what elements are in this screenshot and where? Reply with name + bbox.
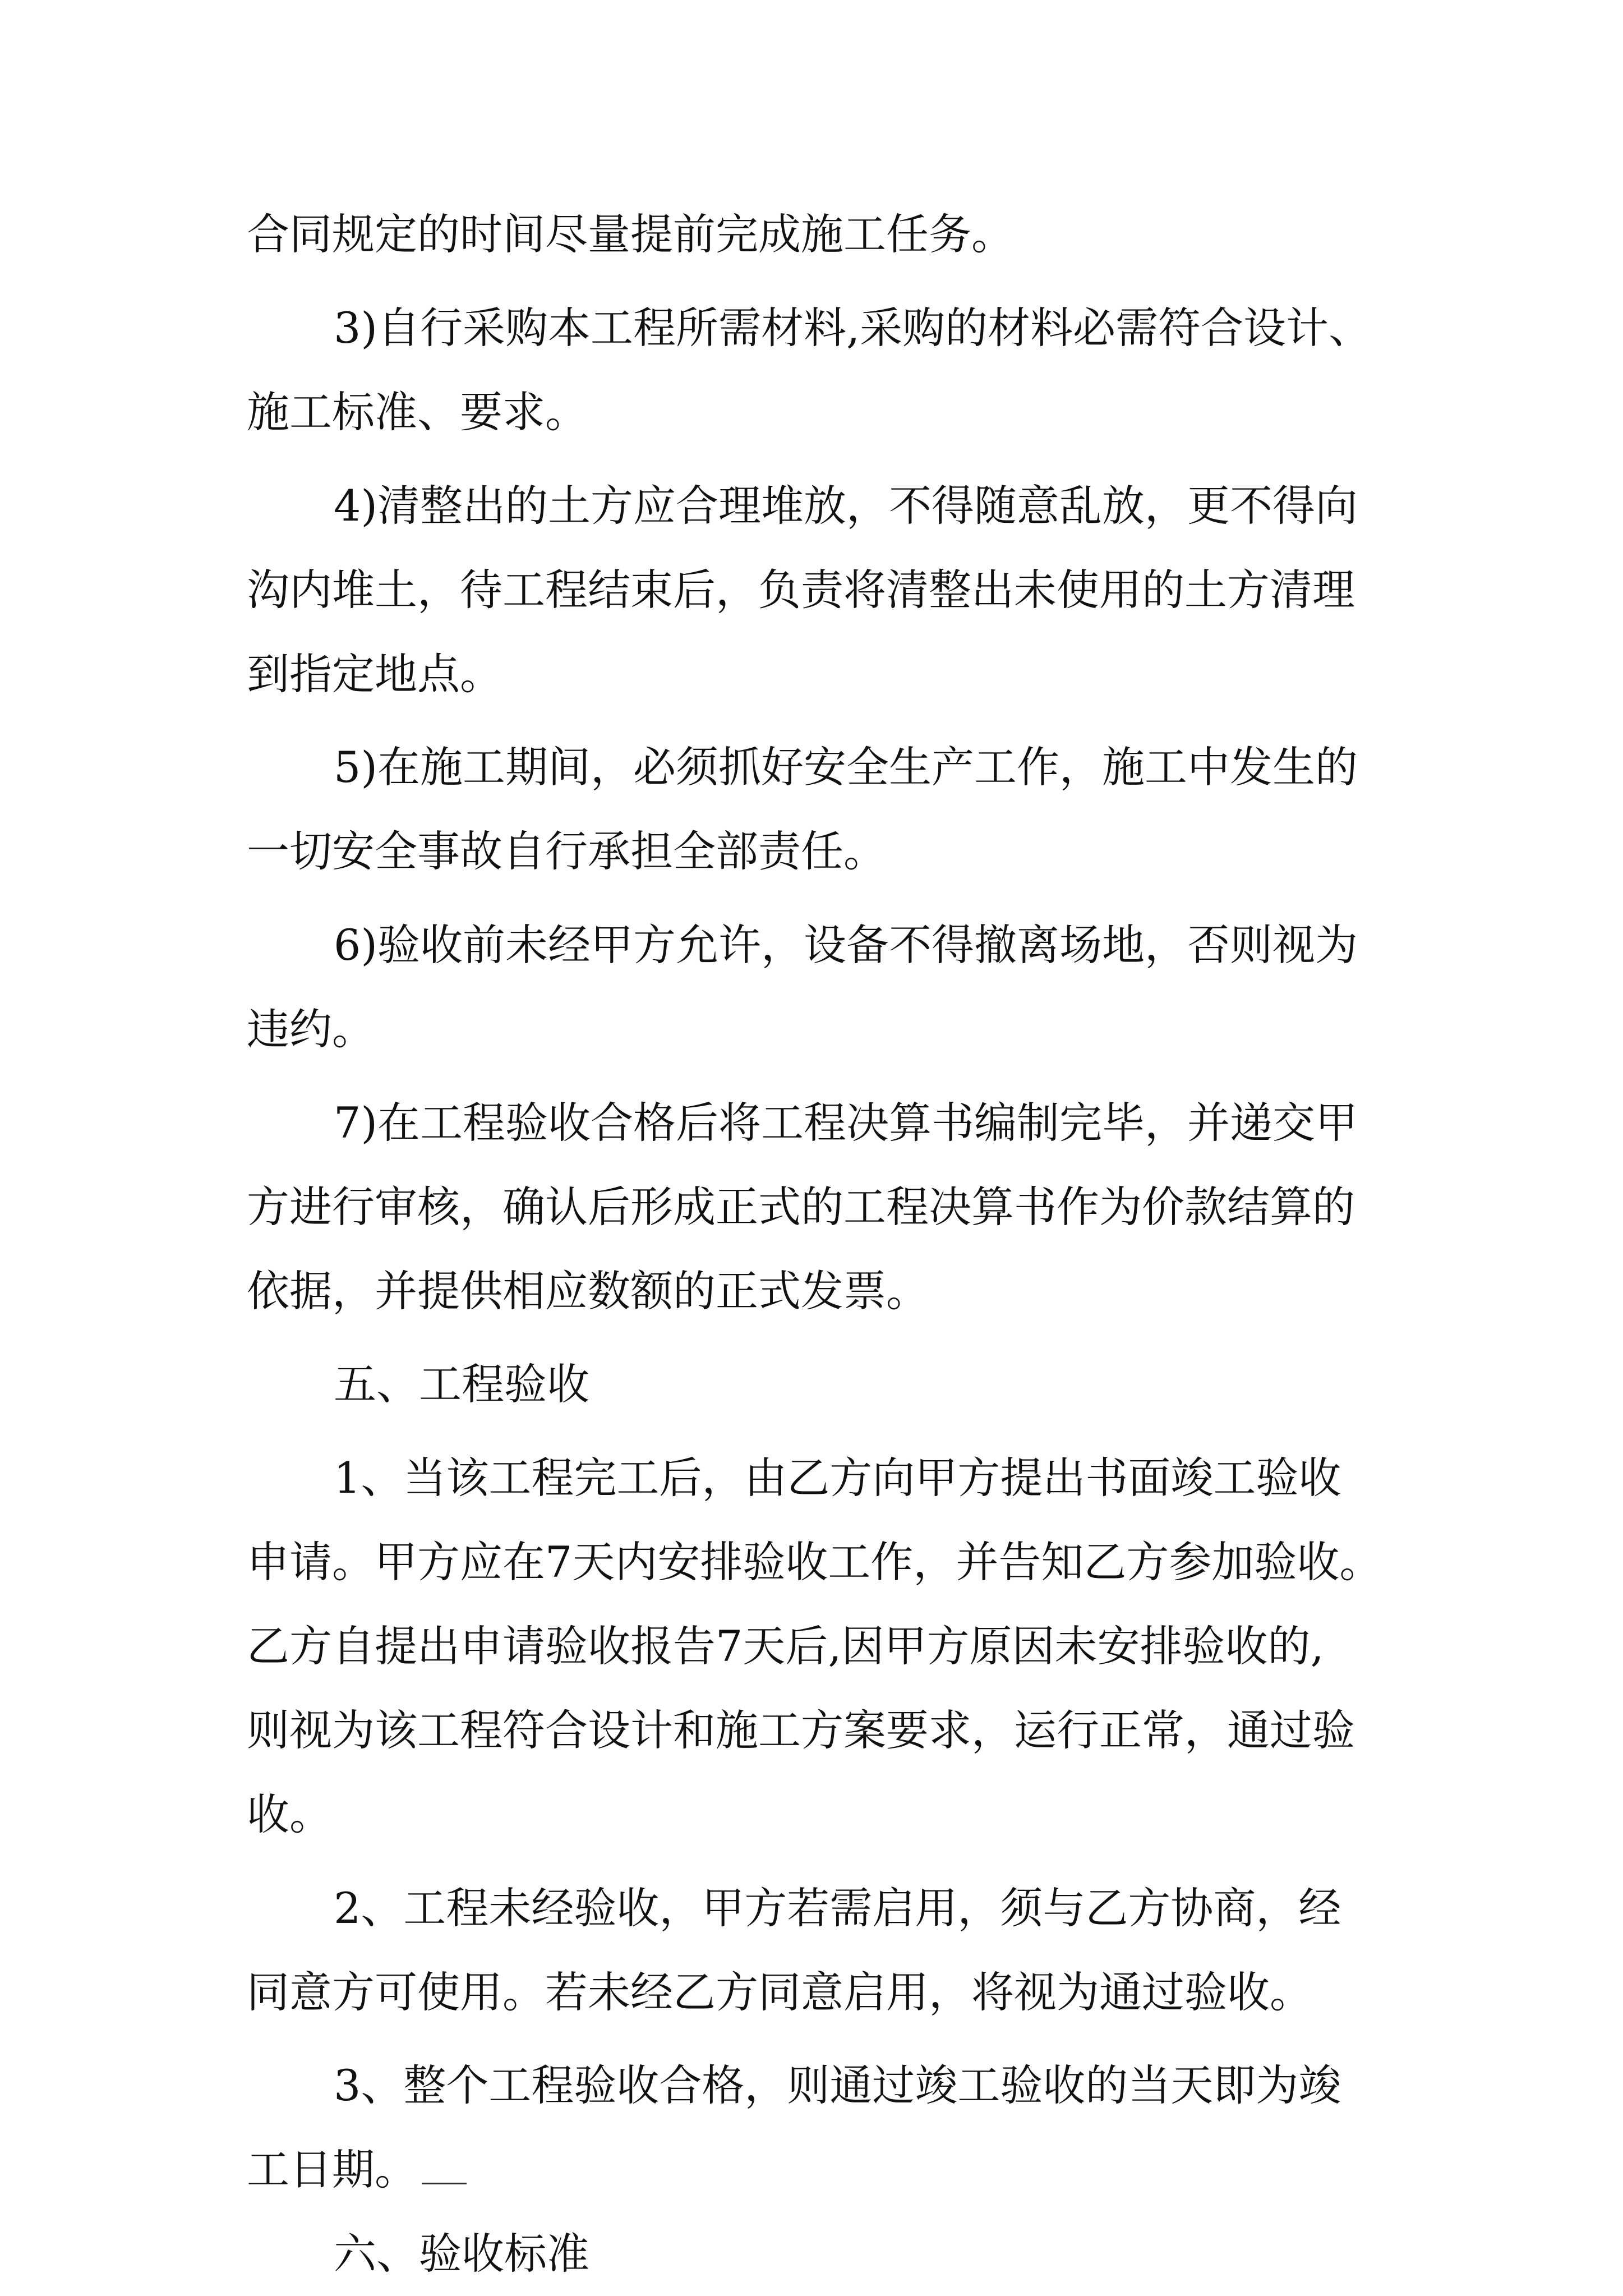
text-line: 1、当该工程完工后，由乙方向甲方提出书面竣工验收 <box>334 1453 1341 1503</box>
text-line: 乙方自提出申请验收报告7天后,因甲方原因未安排验收的, <box>247 1621 1324 1671</box>
blank-underline <box>422 2149 467 2184</box>
text-line: 5)在施工期间，必须抓好安全生产工作，施工中发生的 <box>334 742 1358 792</box>
text-line: 合同规定的时间尽量提前完成施工任务。 <box>247 209 1014 259</box>
text-line: 4)清整出的土方应合理堆放，不得随意乱放，更不得向 <box>334 481 1358 531</box>
text-line: 工日期。 <box>247 2145 417 2194</box>
text-line: 6)验收前未经甲方允许，设备不得撤离场地，否则视为 <box>334 920 1358 970</box>
text-line: 3)自行采购本工程所需材料,采购的材料必需符合设计、 <box>334 303 1372 353</box>
section-heading: 五、工程验收 <box>334 1359 589 1409</box>
text-line: 沟内堆土，待工程结束后，负责将清整出未使用的土方清理 <box>247 565 1355 615</box>
text-line: 一切安全事故自行承担全部责任。 <box>247 826 886 876</box>
text-line: 到指定地点。 <box>247 649 502 699</box>
text-line: 违约。 <box>247 1004 375 1054</box>
text-line: 依据，并提供相应数额的正式发票。 <box>247 1266 929 1316</box>
text-line: 施工标准、要求。 <box>247 387 588 437</box>
text-line: 7)在工程验收合格后将工程决算书编制完毕，并递交甲 <box>334 1098 1358 1148</box>
text-line: 收。 <box>247 1789 332 1839</box>
text-line: 申请。甲方应在7天内安排验收工作，并告知乙方参加验收。 <box>247 1537 1382 1587</box>
text-line: 3、整个工程验收合格，则通过竣工验收的当天即为竣 <box>334 2060 1341 2110</box>
text-line: 则视为该工程符合设计和施工方案要求，运行正常，通过验 <box>247 1705 1355 1755</box>
section-heading: 六、验收标准 <box>334 2229 589 2279</box>
text-line: 同意方可使用。若未经乙方同意启用，将视为通过验收。 <box>247 1967 1312 2017</box>
text-line: 2、工程未经验收，甲方若需启用，须与乙方协商，经 <box>334 1883 1341 1933</box>
text-line: 方进行审核，确认后形成正式的工程决算书作为价款结算的 <box>247 1182 1355 1232</box>
text-line-with-blank <box>247 2142 467 2198</box>
